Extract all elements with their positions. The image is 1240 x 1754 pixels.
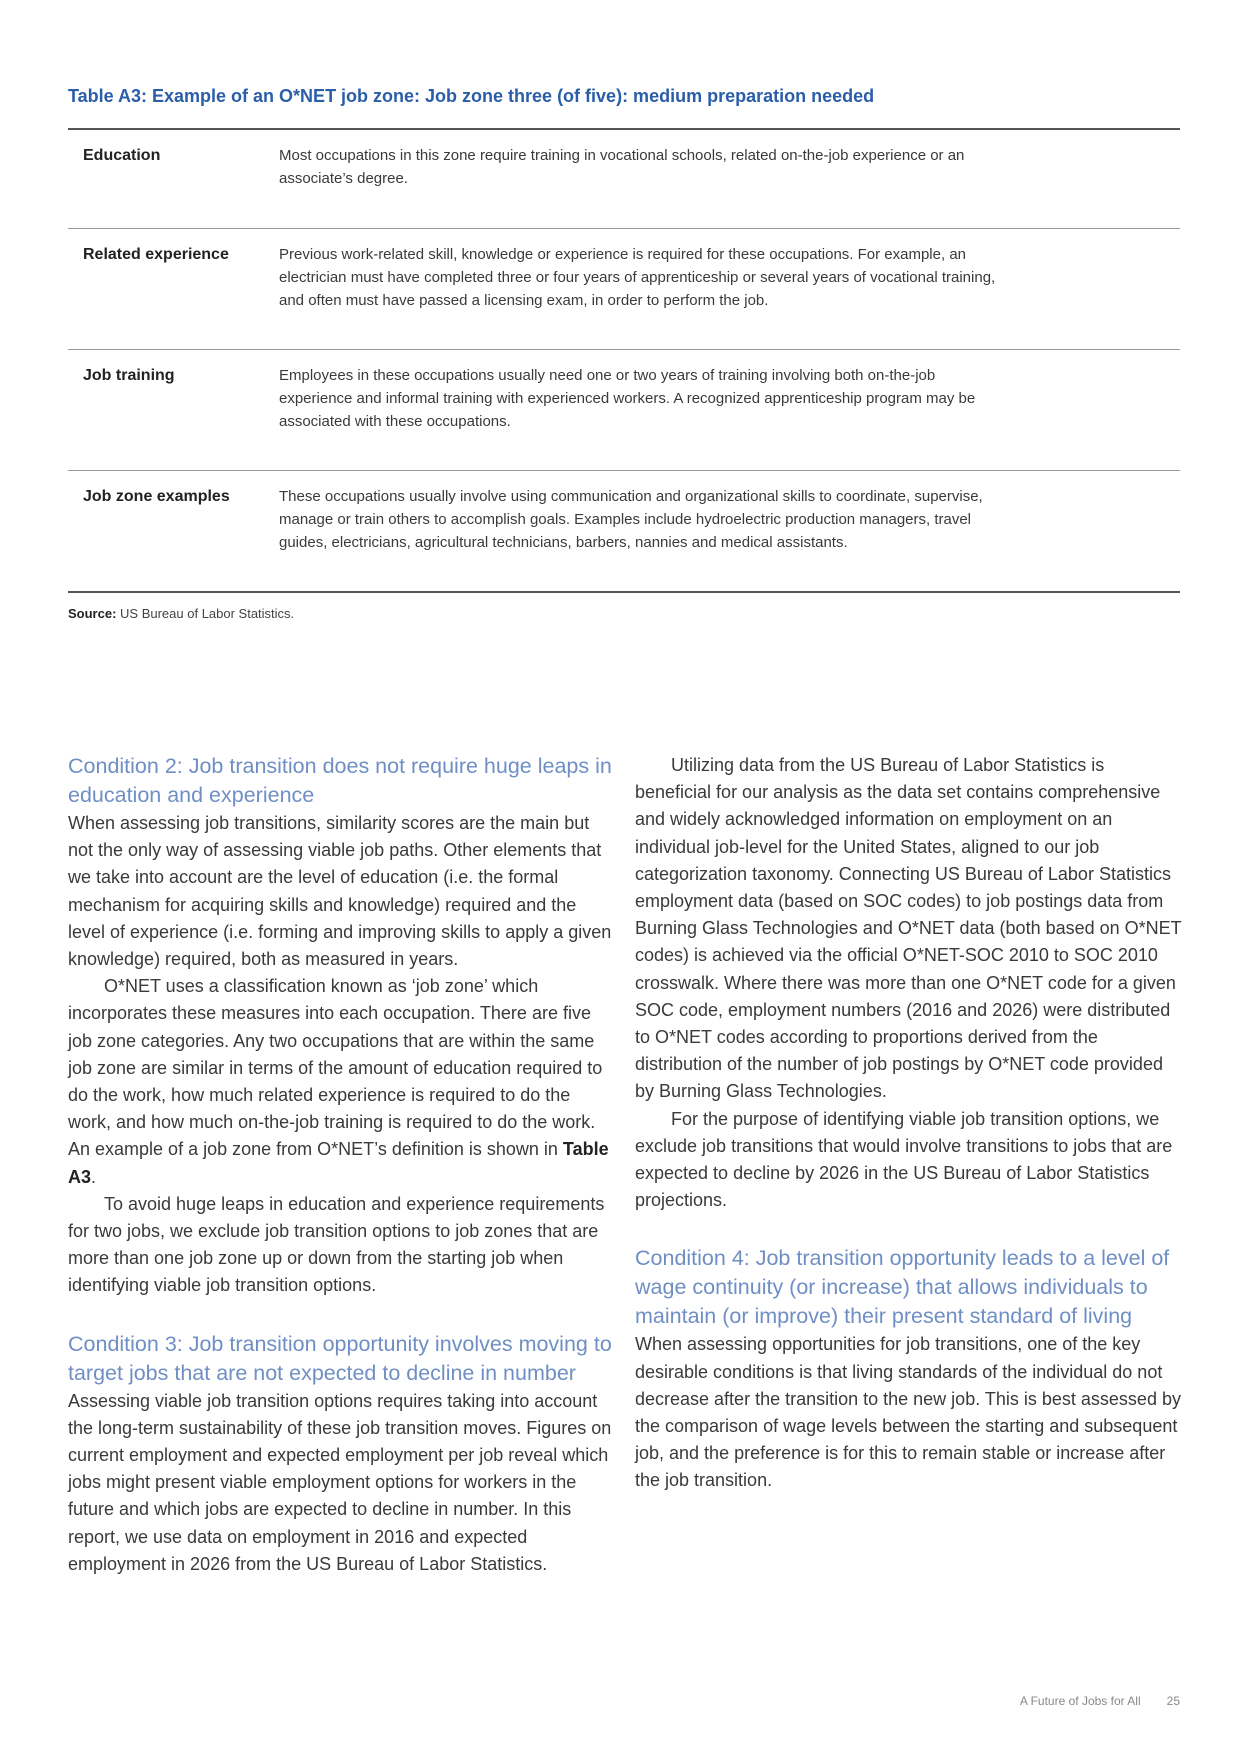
row-description: Previous work-related skill, knowledge or experience is required for these occupations. For example, an electrician must have completed three or four years of apprenticeship or several years of vocational training, and often must have passed a licensing exam, in order to perform the job. [279,246,996,309]
page-footer [1020,1694,1180,1708]
paragraph-text: O*NET uses a classification known as ‘job zone’ which incorporates these measures into each occupation. There are five job zone categories. Any two occupations that are within the same job zone are similar in terms of the amount of education required to do the work, how much related experience is required to do the work, and how much on-the-job training is required to do the work. An example of a job zone from O*NET’s definition is shown in [68,976,603,1160]
paragraph-end: . [91,1166,97,1187]
condition-4-paragraph-1: When assessing opportunities for job transitions, one of the key desirable conditions is that living standards of the individual do not decrease after the transition to the new job. This is best assessed by the comparison of wage levels between the starting and subsequent job, and the preference is for this to remain stable or increase after the job transition. [635,1334,1181,1491]
condition-3-paragraph-3: For the purpose of identifying viable job transition options, we exclude job transitions that would involve transitions to jobs that are expected to decline by 2026 in the US Bureau of Labor Statistics projections. [635,1108,1173,1211]
table-row [68,350,1180,471]
condition-3-paragraph-2: Utilizing data from the US Bureau of Labor Statistics is beneficial for our analysis as the data set contains comprehensive and widely acknowledged information on employment on an individual job-level for the United States, aligned to our job categorization taxonomy. Connecting US Bureau of Labor Statistics employment data (based on SOC codes) to job postings data from Burning Glass Technologies and O*NET data (both based on O*NET codes) is achieved via the official O*NET-SOC 2010 to SOC 2010 crosswalk. Where there was more than one O*NET code for a given SOC code, employment numbers (2016 and 2026) were distributed to O*NET codes according to proportions derived from the distribution of the number of job postings by O*NET code provided by Burning Glass Technologies. [635,755,1182,1102]
condition-2-paragraph-3: To avoid huge leaps in education and experience requirements for two jobs, we exclude job transition options to job zones that are more than one job zone up or down from the starting job when identifying viable job transition options. [68,1193,605,1296]
left-column [68,752,616,1578]
condition-3-heading: Condition 3: Job transition opportunity involves moving to target jobs that are not expected to decline in number [68,1331,612,1385]
row-label: Education [83,147,161,164]
job-zone-table [68,128,1180,593]
row-description: Employees in these occupations usually need one or two years of training involving both on-the-job experience and informal training with experienced workers. A recognized apprenticeship program may be associated with these occupations. [279,367,976,430]
condition-3-paragraph-1: Assessing viable job transition options requires taking into account the long-term sustainability of these job transition moves. Figures on current employment and expected employment per job reveal which jobs might present viable employment options for workers in the future and which jobs are expected to decline in number. In this report, we use data on employment in 2016 and expected employment in 2026 from the US Bureau of Labor Statistics. [68,1390,612,1574]
condition-2-paragraph-2 [68,973,616,1191]
table-row [68,130,1180,229]
table-source [68,606,294,621]
page-number: 25 [1166,1694,1180,1708]
condition-2-paragraph-1: When assessing job transitions, similarity scores are the main but not the only way of assessing viable job paths. Other elements that we take into account are the level of education (i.e. the formal mechanism for acquiring skills and knowledge) required and the level of experience (i.e. forming and improving skills to apply a given knowledge) required, both as measured in years. [68,813,612,970]
source-label: Source: [68,606,117,621]
condition-4-heading: Condition 4: Job transition opportunity leads to a level of wage continuity (or increase) that allows individuals to maintain (or improve) their present standard of living [635,1246,1170,1329]
footer-title: A Future of Jobs for All [1019,1694,1141,1708]
table-title: Table A3: Example of an O*NET job zone: Job zone three (of five): medium preparation needed [68,86,875,106]
row-label: Job training [83,367,175,384]
row-description: Most occupations in this zone require training in vocational schools, related on-the-job experience or an associate’s degree. [279,147,965,187]
row-description: These occupations usually involve using communication and organizational skills to coordinate, supervise, manage or train others to accomplish goals. Examples include hydroelectric production managers, travel guides, electricians, agricultural technicians, barbers, nannies and medical assistants. [279,488,983,551]
condition-2-heading: Condition 2: Job transition does not require huge leaps in education and experience [68,754,612,807]
table-reference-link[interactable]: Table A3 [68,1139,609,1187]
right-column [635,752,1183,1495]
row-label: Job zone examples [83,488,230,505]
table-row [68,471,1180,593]
table-row [68,229,1180,350]
row-label: Related experience [83,246,229,263]
source-text: US Bureau of Labor Statistics. [120,606,295,621]
